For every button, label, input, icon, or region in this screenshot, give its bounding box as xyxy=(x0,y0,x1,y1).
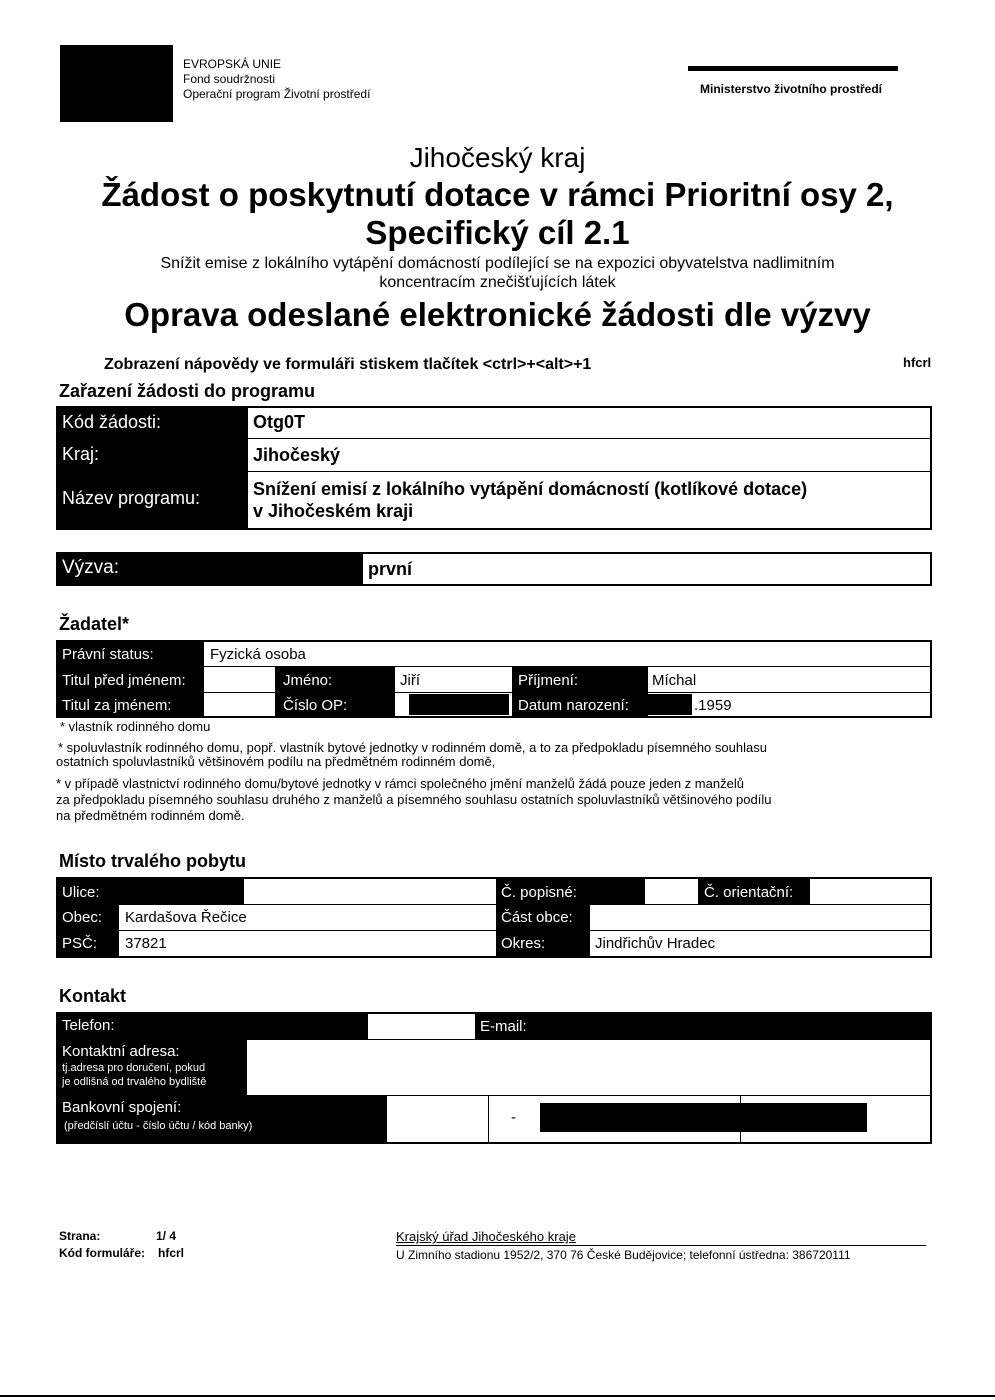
birth-date-value-redacted xyxy=(648,694,692,715)
title-after-label: Titul za jménem: xyxy=(62,697,172,714)
legal-status-label: Právní status: xyxy=(62,646,154,663)
region-label: Kraj: xyxy=(62,444,100,464)
address-label: Kontaktní adresa: xyxy=(62,1043,180,1060)
footer-rule xyxy=(396,1245,926,1246)
bank-divider xyxy=(740,1095,741,1143)
street-label: Ulice: xyxy=(62,884,100,901)
legal-status-value: Fyzická osoba xyxy=(210,646,306,663)
residence-heading: Místo trvalého pobytu xyxy=(59,851,247,871)
program-row-divider xyxy=(247,471,931,472)
eu-text xyxy=(183,57,370,102)
district-label: Okres: xyxy=(501,935,546,952)
program-heading: Zařazení žádosti do programu xyxy=(59,381,316,401)
applicant-heading: Žadatel* xyxy=(59,614,130,634)
residence-row-divider xyxy=(119,930,931,931)
id-card-label: Číslo OP: xyxy=(283,697,348,714)
subtitle-line2: koncentracím znečišťujících látek xyxy=(379,274,616,291)
residence-col-divider xyxy=(496,878,497,957)
eu-line2: Fond soudržnosti xyxy=(183,72,276,86)
id-card-value-redacted xyxy=(409,694,509,715)
birth-date-value: .1959 xyxy=(694,697,732,714)
bank-account-redacted xyxy=(540,1103,867,1132)
contact-row-divider xyxy=(57,1039,931,1040)
program-col-divider xyxy=(247,407,248,529)
subtitle-line1: Snížit emise z lokálního vytápění domácností podílející se na expozici obyvatelstva nadlimitním xyxy=(160,255,835,272)
email-label-bg xyxy=(475,1013,931,1039)
correction-title: Oprava odeslané elektronické žádosti dle výzvy xyxy=(124,296,871,333)
birth-date-label: Datum narození: xyxy=(518,697,629,714)
title-before-label: Titul před jménem: xyxy=(62,672,186,689)
zip-value: 37821 xyxy=(125,935,167,952)
orient-no-label: Č. orientační: xyxy=(704,884,794,901)
footer-page-label: Strana: xyxy=(59,1229,101,1243)
first-name-label: Jméno: xyxy=(283,672,333,689)
call-divider xyxy=(362,553,363,585)
note-spouses-line2: za předpokladu písemného souhlasu druhého z manželů a písemného souhlasu ostatních spoluvlastníků většinového podílu xyxy=(56,792,772,807)
eu-line3: Operační program Životní prostředí xyxy=(183,87,371,101)
ministry-name: Ministerstvo životního prostředí xyxy=(700,82,883,96)
program-row-divider xyxy=(247,438,931,439)
footer-address: U Zimního stadionu 1952/2, 370 76 České Budějovice; telefonní ústředna: 386720111 xyxy=(396,1248,851,1262)
note-spouses-line3: na předmětném rodinném domě. xyxy=(56,808,245,823)
phone-label: Telefon: xyxy=(62,1017,115,1034)
district-value: Jindřichův Hradec xyxy=(595,935,716,952)
house-no-value-redacted xyxy=(590,878,645,904)
bank-label: Bankovní spojení: xyxy=(62,1099,182,1116)
street-value-redacted xyxy=(119,878,244,904)
region-value: Jihočeský xyxy=(253,445,341,465)
scan-edge-line xyxy=(0,1395,995,1397)
footer-office: Krajský úřad Jihočeského kraje xyxy=(396,1229,576,1244)
call-label: Výzva: xyxy=(62,557,120,578)
address-hint-line1: tj.adresa pro doručení, pokud xyxy=(62,1062,206,1074)
note-owner: * vlastník rodinného domu xyxy=(60,719,211,734)
ministry-logo-bar xyxy=(688,66,898,71)
house-no-label: Č. popisné: xyxy=(501,884,577,901)
city-label: Obec: xyxy=(62,909,103,926)
note-coowner-line2: ostatních spoluvlastníků většinovém podílu na předmětném rodinném domě, xyxy=(56,754,496,769)
zip-label: PSČ: xyxy=(62,935,98,952)
surname-value: Míchal xyxy=(652,672,697,689)
note-coowner-line1: * spoluvlastník rodinného domu, popř. vlastník bytové jednotky v rodinném domě, a to za předpokladu písemného souhlasu xyxy=(58,740,767,755)
program-name-line2: v Jihočeském kraji xyxy=(253,501,414,521)
footer-form-code-label: Kód formuláře: xyxy=(59,1246,146,1260)
city-value: Kardašova Řečice xyxy=(125,909,247,926)
surname-label: Příjmení: xyxy=(518,672,579,689)
contact-heading: Kontakt xyxy=(59,986,126,1006)
note-spouses-line1: * v případě vlastnictví rodinného domu/bytové jednotky v rámci společného jmění manželů žádá pouze jeden z manželů xyxy=(56,776,744,791)
first-name-value: Jiří xyxy=(400,672,420,689)
main-title-line1: Žádost o poskytnutí dotace v rámci Prioritní osy 2, xyxy=(101,176,894,213)
eu-logo xyxy=(60,45,173,122)
bank-divider xyxy=(488,1095,489,1143)
call-value: první xyxy=(368,559,413,579)
residence-row-divider xyxy=(119,904,931,905)
program-name-line1: Snížení emisí z lokálního vytápění domácností (kotlíkové dotace) xyxy=(253,479,808,499)
address-hint-line2: je odlišná od trvalého bydliště xyxy=(62,1076,207,1088)
bank-hint: (předčíslí účtu - číslo účtu / kód banky) xyxy=(64,1120,253,1132)
city-part-label: Část obce: xyxy=(501,909,573,926)
footer-form-code-value: hfcrl xyxy=(158,1246,185,1260)
main-title-line2: Specifický cíl 2.1 xyxy=(365,214,630,251)
contact-row-divider xyxy=(57,1095,931,1096)
code-value: Otg0T xyxy=(253,412,305,432)
bank-dash: - xyxy=(511,1109,516,1126)
program-name-label: Název programu: xyxy=(62,488,201,508)
form-code-tag: hfcrl xyxy=(903,355,932,370)
region-title: Jihočeský kraj xyxy=(409,142,586,173)
help-text: Zobrazení nápovědy ve formuláři stiskem tlačítek <ctrl>+<alt>+1 xyxy=(104,356,592,373)
footer-page-value: 1/ 4 xyxy=(156,1229,177,1243)
eu-line1: EVROPSKÁ UNIE xyxy=(183,57,282,71)
code-label: Kód žádosti: xyxy=(62,412,162,432)
email-label: E-mail: xyxy=(480,1018,527,1035)
